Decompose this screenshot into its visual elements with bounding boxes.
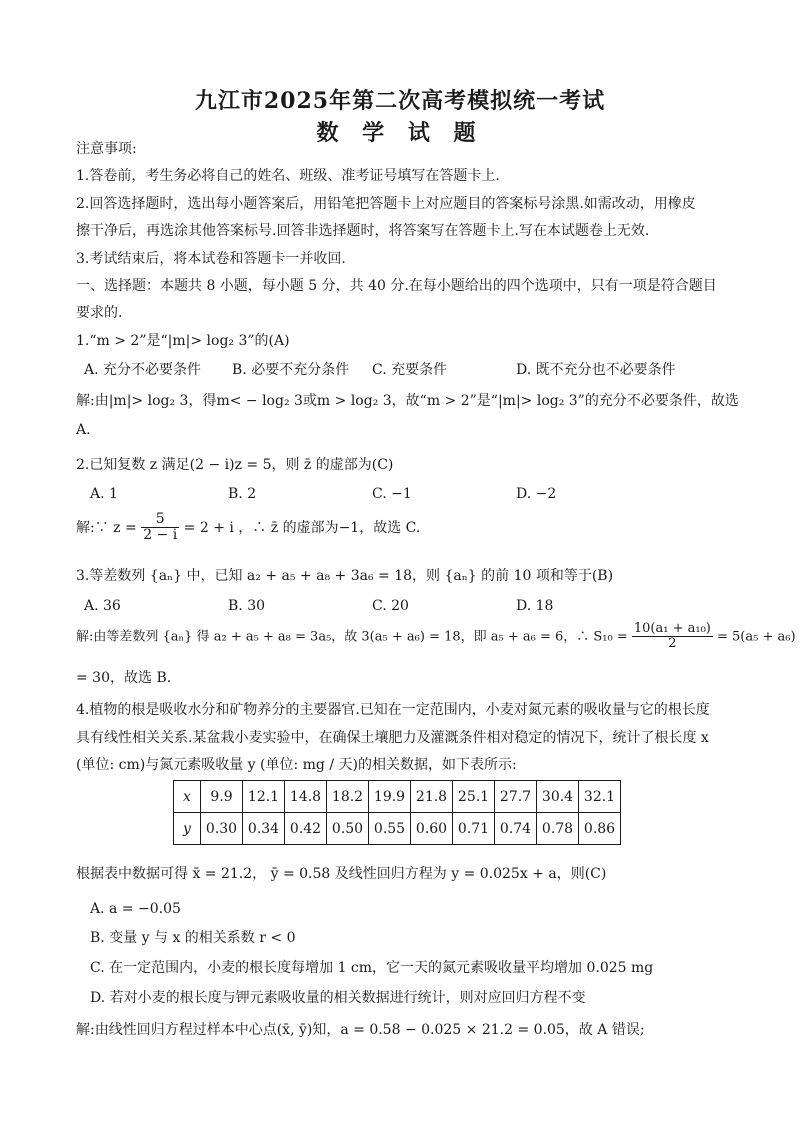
q2-fraction-numerator: 5	[141, 512, 179, 528]
q2-stem: 2.已知复数 z 满足(2 − i)z = 5，则 z̄ 的虚部为(C)	[76, 457, 394, 473]
q1-option-b: B. 必要不充分条件	[232, 362, 350, 378]
table-cell: 0.71	[453, 813, 495, 845]
notes-heading: 注意事项:	[76, 141, 137, 157]
q2-solution-post: = 2 + i ，∴ z̄ 的虚部为−1，故选 C.	[183, 519, 421, 536]
q3-fraction	[632, 622, 713, 652]
table-cell: 0.78	[537, 813, 579, 845]
table-cell: 18.2	[327, 781, 369, 813]
table-cell: 0.34	[243, 813, 285, 845]
note-1: 1.答卷前，考生务必将自己的姓名、班级、准考证号填写在答题卡上.	[76, 168, 500, 184]
exam-subtitle: 数 学 试 题	[316, 120, 484, 146]
table-cell: 32.1	[579, 781, 621, 813]
q2-solution-pre: 解:∵ z =	[76, 519, 137, 536]
table-cell: 25.1	[453, 781, 495, 813]
q4-option-b: B. 变量 y 与 x 的相关系数 r < 0	[90, 930, 296, 946]
q1-option-a: A. 充分不必要条件	[84, 362, 202, 378]
table-row-y	[174, 813, 621, 845]
q4-option-a: A. a = −0.05	[90, 901, 181, 917]
q2-option-b: B. 2	[228, 486, 257, 502]
table-cell: 27.7	[495, 781, 537, 813]
table-header-x: x	[174, 781, 201, 813]
table-cell: 0.60	[411, 813, 453, 845]
table-cell: 0.50	[327, 813, 369, 845]
q3-stem: 3.等差数列 {aₙ} 中，已知 a₂ + a₅ + a₈ + 3a₆ = 18，则 {aₙ} 的前 10 项和等于(B)	[76, 568, 614, 584]
q1-solution: 解:由|m|> log₂ 3，得m< − log₂ 3或m > log₂ 3，故“m > 2”是“|m|> log₂ 3”的充分不必要条件，故选	[76, 393, 739, 409]
section1-line1: 一、选择题：本题共 8 小题，每小题 5 分，共 40 分.在每小题给出的四个选项中，只有一项是符合题目	[76, 278, 717, 294]
q3-solution-pre: 解:由等差数列 {aₙ} 得 a₂ + a₅ + a₈ = 3a₅，故 3(a₅ + a₆) = 18，即 a₅ + a₆ = 6，∴ S₁₀ =	[76, 629, 628, 645]
table-header-y: y	[174, 813, 201, 845]
q3-solution-post: = 5(a₅ + a₆)	[717, 629, 796, 645]
q4-stem-3: (单位: cm)与氮元素吸收量 y (单位: mg / 天)的相关数据，如下表所示:	[76, 757, 517, 773]
q4-option-d: D. 若对小麦的根长度与钾元素吸收量的相关数据进行统计，则对应回归方程不变	[90, 990, 586, 1006]
q4-stem-2: 具有线性相关关系.某盆栽小麦实验中，在确保土壤肥力及灌溉条件相对稳定的情况下，统计了根长度 x	[76, 730, 709, 746]
q3-option-a: A. 36	[84, 598, 121, 614]
q3-solution-cont: = 30，故选 B.	[76, 670, 172, 686]
table-cell: 30.4	[537, 781, 579, 813]
note-2b: 擦干净后，再选涂其他答案标号.回答非选择题时，将答案写在答题卡上.写在本试题卷上无效.	[76, 223, 650, 239]
table-cell: 12.1	[243, 781, 285, 813]
q3-fraction-denominator: 2	[668, 636, 677, 652]
q2-fraction-denominator: 2 − i	[143, 527, 178, 544]
table-cell: 9.9	[201, 781, 243, 813]
q1-option-d: D. 既不充分也不必要条件	[516, 362, 676, 378]
q3-option-d: D. 18	[516, 598, 554, 614]
q3-option-c: C. 20	[372, 598, 409, 614]
table-cell: 0.42	[285, 813, 327, 845]
q2-option-d: D. −2	[516, 486, 557, 502]
q2-fraction	[141, 512, 179, 544]
q4-solution: 解:由线性回归方程过样本中心点(x̄, ȳ)知，a = 0.58 − 0.025 × 21.2 = 0.05，故 A 错误;	[76, 1022, 645, 1038]
table-cell: 0.74	[495, 813, 537, 845]
q3-option-b: B. 30	[228, 598, 266, 614]
section1-line2: 要求的.	[76, 305, 123, 321]
q4-option-c: C. 在一定范围内，小麦的根长度每增加 1 cm，它一天的氮元素吸收量平均增加 0.025 mg	[90, 960, 654, 976]
table-cell: 14.8	[285, 781, 327, 813]
q2-solution	[76, 512, 726, 544]
q1-solution-cont: A.	[76, 422, 91, 438]
q3-fraction-numerator: 10(a₁ + a₁₀)	[633, 621, 711, 636]
note-3: 3.考试结束后，将本试卷和答题卡一并收回.	[76, 251, 346, 267]
q1-stem: 1.“m > 2”是“|m|> log₂ 3”的(A)	[76, 333, 290, 349]
q2-option-a: A. 1	[90, 486, 118, 502]
q4-given: 根据表中数据可得 x̄ = 21.2， ȳ = 0.58 及线性回归方程为 y = 0.025x + a，则(C)	[76, 866, 607, 882]
q1-option-c: C. 充要条件	[372, 362, 448, 378]
q4-data-table	[173, 780, 621, 845]
table-cell: 0.55	[369, 813, 411, 845]
table-row-x	[174, 781, 621, 813]
table-cell: 21.8	[411, 781, 453, 813]
q3-solution	[76, 621, 796, 652]
table-cell: 19.9	[369, 781, 411, 813]
exam-title: 九江市2025年第二次高考模拟统一考试	[194, 88, 606, 114]
q2-option-c: C. −1	[372, 486, 412, 502]
note-2a: 2.回答选择题时，选出每小题答案后，用铅笔把答题卡上对应题目的答案标号涂黑.如需改动，用橡皮	[76, 196, 696, 212]
table-cell: 0.86	[579, 813, 621, 845]
q4-stem-1: 4.植物的根是吸收水分和矿物养分的主要器官.已知在一定范围内，小麦对氮元素的吸收量与它的根长度	[76, 702, 710, 718]
table-cell: 0.30	[201, 813, 243, 845]
